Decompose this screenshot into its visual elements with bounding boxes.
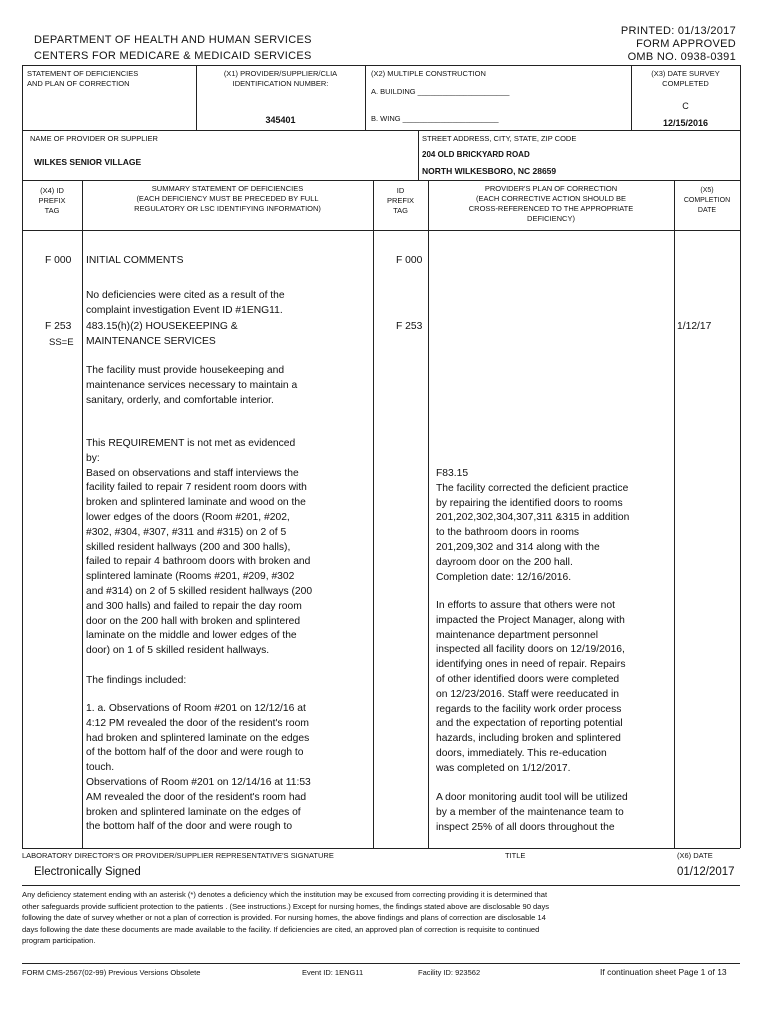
printed-date: PRINTED: 01/13/2017	[620, 25, 736, 37]
col-id-header: ID PREFIX TAG	[386, 186, 415, 215]
facility-id: Facility ID: 923562	[418, 968, 481, 977]
id-f000: F 000	[396, 255, 423, 266]
survey-code: C	[682, 101, 689, 111]
signature-date-label: (X6) DATE	[677, 851, 713, 860]
signature-date: 01/12/2017	[677, 866, 735, 878]
x1-label: (X1) PROVIDER/SUPPLIER/CLIA IDENTIFICATION NUMBER:	[223, 69, 338, 88]
page-indicator: If continuation sheet Page 1 of 13	[600, 967, 727, 977]
address-label: STREET ADDRESS, CITY, STATE, ZIP CODE	[422, 134, 577, 143]
tag-f253: F 253	[45, 321, 72, 332]
address-line2: NORTH WILKESBORO, NC 28659	[422, 166, 557, 176]
signature-value: Electronically Signed	[34, 866, 141, 878]
tag-f000: F 000	[45, 255, 72, 266]
disclaimer-text: Any deficiency statement ending with an asterisk (*) denotes a deficiency which the institution may be excused from correcting providing it is determined that other safeguards provide sufficient protection to the patients . (See instructions.) Except for nursing homes, the findings stated above are disclosable 90 days following the date of survey whether or not a plan of correction is provided. For nursing homes, the above findings and plans of correction are disclosable 14 days following the date these documents are made available to the facility. If deficiencies are cited, an approved plan of correction is requisite to continued program participation.	[22, 890, 550, 946]
summary-findings: 1. a. Observations of Room #201 on 12/12/16 at 4:12 PM revealed the door of the resident's room had broken and splintered laminate on the edges of the bottom half of the door and were rough to touch. Observations of Room #201 on 12/14/16 at 11:53 AM revealed the door of the resident's room had broken and splintered laminate on the edges of the bottom half of the door and were rough to	[86, 703, 311, 833]
survey-date: 12/15/2016	[662, 118, 709, 128]
plan-monitoring: A door monitoring audit tool will be utilized by a member of the maintenance team to inspect 25% of all doors throughout the	[436, 792, 628, 833]
provider-label: NAME OF PROVIDER OR SUPPLIER	[30, 134, 158, 143]
event-id: Event ID: 1ENG11	[302, 968, 364, 977]
summary-evidence: This REQUIREMENT is not met as evidenced by: Based on observations and staff interviews the facility failed to repair 7 resident room doors with broken and splintered laminate and wood on the lower edges of the doors (Room #201, #202, #302, #304, #307, #311 and #315) on 2 of 5 skilled resident hallways (200 and 300 halls), failed to repair 4 bathroom doors with broken and splintered laminate (Rooms #201, #209, #302 and #314) on 2 of 5 skilled resident hallways (200 and 300 halls) and failed to repair the day room door on the 200 hall with broken and splintered laminate on the middle and lower edges of the door) on 1 of 5 skilled resident hallways.	[86, 438, 313, 657]
department-title: DEPARTMENT OF HEALTH AND HUMAN SERVICES	[34, 34, 312, 46]
form-approved: FORM APPROVED	[636, 38, 736, 50]
completion-date: 1/12/17	[677, 321, 712, 332]
col-x5-header: (X5) COMPLETION DATE	[683, 187, 731, 214]
plan-correction: F83.15 The facility corrected the deficient practice by repairing the identified doors to rooms 201,202,302,304,307,311 &315 in addition to the bathroom doors in rooms 201,209,302 and 314 along with the dayroom door on the 200 hall. Completion date: 12/16/2016.	[436, 468, 630, 583]
provider-id: 345401	[265, 115, 296, 125]
provider-name: WILKES SENIOR VILLAGE	[34, 157, 142, 167]
summary-no-deficiencies: No deficiencies were cited as a result of the complaint investigation Event ID #1ENG11.	[86, 290, 285, 316]
omb-number: OMB NO. 0938-0391	[627, 51, 736, 63]
summary-findings-label: The findings included:	[86, 675, 187, 686]
summary-regulation: 483.15(h)(2) HOUSEKEEPING & MAINTENANCE SERVICES	[86, 321, 238, 347]
agency-title: CENTERS FOR MEDICARE & MEDICAID SERVICES	[34, 50, 312, 62]
summary-initial-comments: INITIAL COMMENTS	[86, 255, 184, 266]
form-number: FORM CMS-2567(02-99) Previous Versions Obsolete	[22, 968, 201, 977]
x2-wing: B. WING _______________________	[371, 114, 499, 123]
col-x4-header: (X4) ID PREFIX TAG	[38, 186, 66, 215]
col-plan-header: PROVIDER'S PLAN OF CORRECTION (EACH CORRECTIVE ACTION SHOULD BE CROSS-REFERENCED TO THE APPROPRIATE DEFICIENCY)	[468, 184, 634, 223]
x3-label: (X3) DATE SURVEY COMPLETED	[651, 69, 720, 88]
signature-label: LABORATORY DIRECTOR'S OR PROVIDER/SUPPLIER REPRESENTATIVE'S SIGNATURE	[22, 851, 334, 860]
col-summary-header: SUMMARY STATEMENT OF DEFICIENCIES (EACH DEFICIENCY MUST BE PRECEDED BY FULL REGULATORY OR LSC IDENTIFYING INFORMATION)	[134, 184, 321, 213]
id-f253: F 253	[396, 321, 423, 332]
plan-prevention: In efforts to assure that others were not impacted the Project Manager, along with maintenance department personnel inspected all facility doors on 12/19/2016, identifying ones in need of repair. Repairs of other identified doors were completed on 12/23/2016. Staff were reeducated in regards to the facility work order process and the expectation of reporting potential hazards, including broken and splintered doors, immediately. This re-education was completed on 1/12/2017.	[436, 600, 626, 774]
statement-label: STATEMENT OF DEFICIENCIES AND PLAN OF CORRECTION	[27, 69, 139, 88]
address-line1: 204 OLD BRICKYARD ROAD	[422, 150, 530, 159]
tag-scope: SS=E	[49, 337, 74, 348]
summary-requirement: The facility must provide housekeeping and maintenance services necessary to maintain a sanitary, orderly, and comfortable interior.	[86, 365, 298, 406]
x2-label: (X2) MULTIPLE CONSTRUCTION	[371, 69, 486, 78]
x2-building: A. BUILDING ______________________	[371, 87, 510, 96]
title-label: TITLE	[505, 851, 526, 860]
